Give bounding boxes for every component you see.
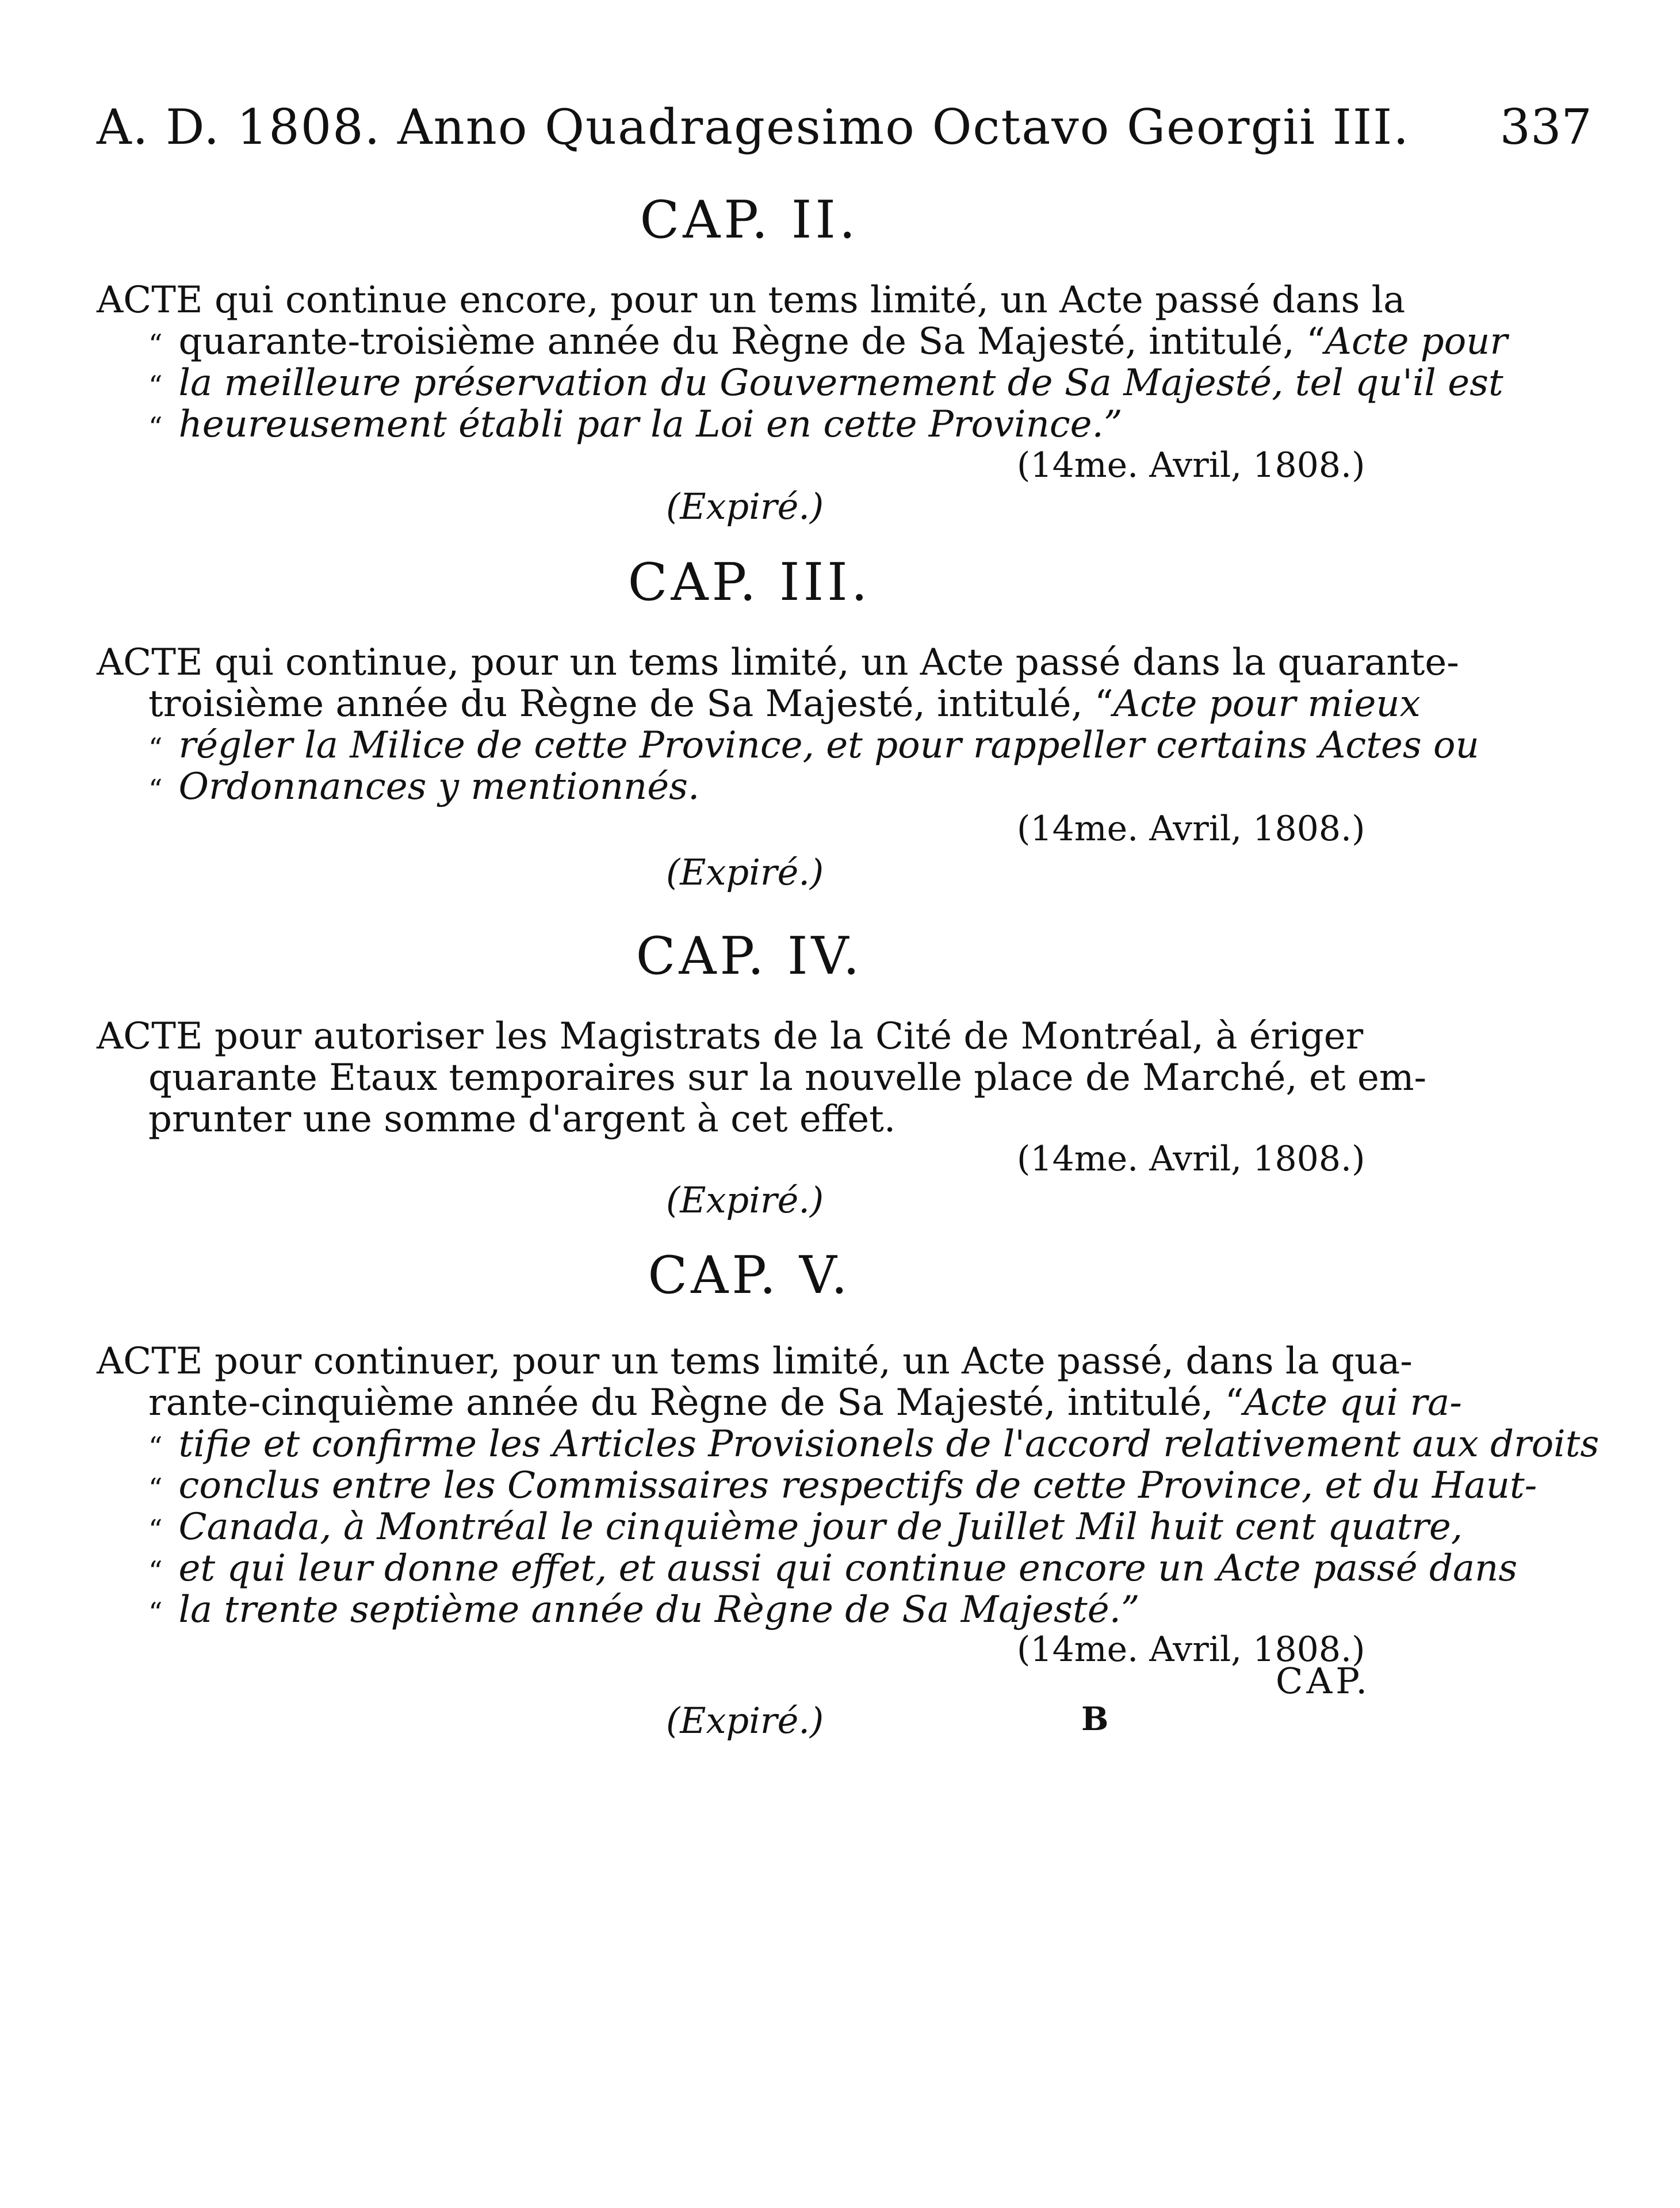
act-line: prunter une somme d'argent à cet effet. [148,1098,896,1141]
act-line: “ tifie et confirme les Articles Provisionels de l'accord relativement aux droits [148,1423,1599,1465]
signature-mark: B [1081,1700,1109,1738]
act-line: ACTE qui continue, pour un tems limité, un Acte passé dans la quarante- [97,641,1459,684]
act-date: (14me. Avril, 1808.) [1017,809,1365,849]
act-status: (Expiré.) [666,1179,824,1221]
cap-ii-section [97,190,1592,527]
act-line: ACTE pour autoriser les Magistrats de la Cité de Montréal, à ériger [97,1015,1364,1058]
act-date: (14me. Avril, 1808.) [1017,445,1365,485]
act-status: (Expiré.) [666,851,824,893]
act-line: troisième année du Règne de Sa Majesté, intitulé, “Acte pour mieux [148,683,1421,725]
cap-title: CAP. II. [640,190,859,250]
catchword: CAP. [1276,1660,1371,1702]
act-line: “ la meilleure préservation du Gouvernement de Sa Majesté, tel qu'il est [148,362,1503,404]
act-line: quarante Etaux temporaires sur la nouvelle place de Marché, et em- [148,1057,1427,1099]
running-title: A. D. 1808. Anno Quadragesimo Octavo Georgii III. [97,99,1410,155]
act-line: “ conclus entre les Commissaires respectifs de cette Province, et du Haut- [148,1464,1537,1507]
act-status: (Expiré.) [666,485,824,527]
cap-iv-section [97,926,1592,1221]
act-line: ACTE qui continue encore, pour un tems limité, un Acte passé dans la [97,279,1406,322]
act-line: “ la trente septième année du Règne de Sa Majesté.” [148,1589,1140,1631]
cap-v-section [97,1245,1599,1742]
page-number: 337 [1499,99,1592,155]
act-line: “ et qui leur donne effet, et aussi qui continue encore un Acte passé dans [148,1547,1518,1590]
act-status: (Expiré.) [666,1700,824,1742]
act-line: “ Canada, à Montréal le cinquième jour de Juillet Mil huit cent quatre, [148,1506,1463,1548]
cap-iii-section [97,552,1592,893]
act-line: “ quarante-troisième année du Règne de Sa Majesté, intitulé, “Acte pour [148,320,1508,363]
cap-title: CAP. V. [648,1245,851,1306]
act-date: (14me. Avril, 1808.) [1017,1139,1365,1179]
act-line: rante-cinquième année du Règne de Sa Majesté, intitulé, “Acte qui ra- [148,1382,1462,1424]
act-line: “ Ordonnances y mentionnés. [148,766,700,808]
cap-title: CAP. IV. [636,926,863,986]
cap-title: CAP. III. [627,552,871,613]
running-header [97,99,1592,162]
act-line: “ régler la Milice de cette Province, et pour rappeller certains Actes ou [148,724,1479,767]
act-line: “ heureusement établi par la Loi en cette Province.” [148,403,1123,446]
act-date: (14me. Avril, 1808.) [1017,1629,1365,1670]
act-line: ACTE pour continuer, pour un tems limité, un Acte passé, dans la qua- [97,1340,1413,1383]
